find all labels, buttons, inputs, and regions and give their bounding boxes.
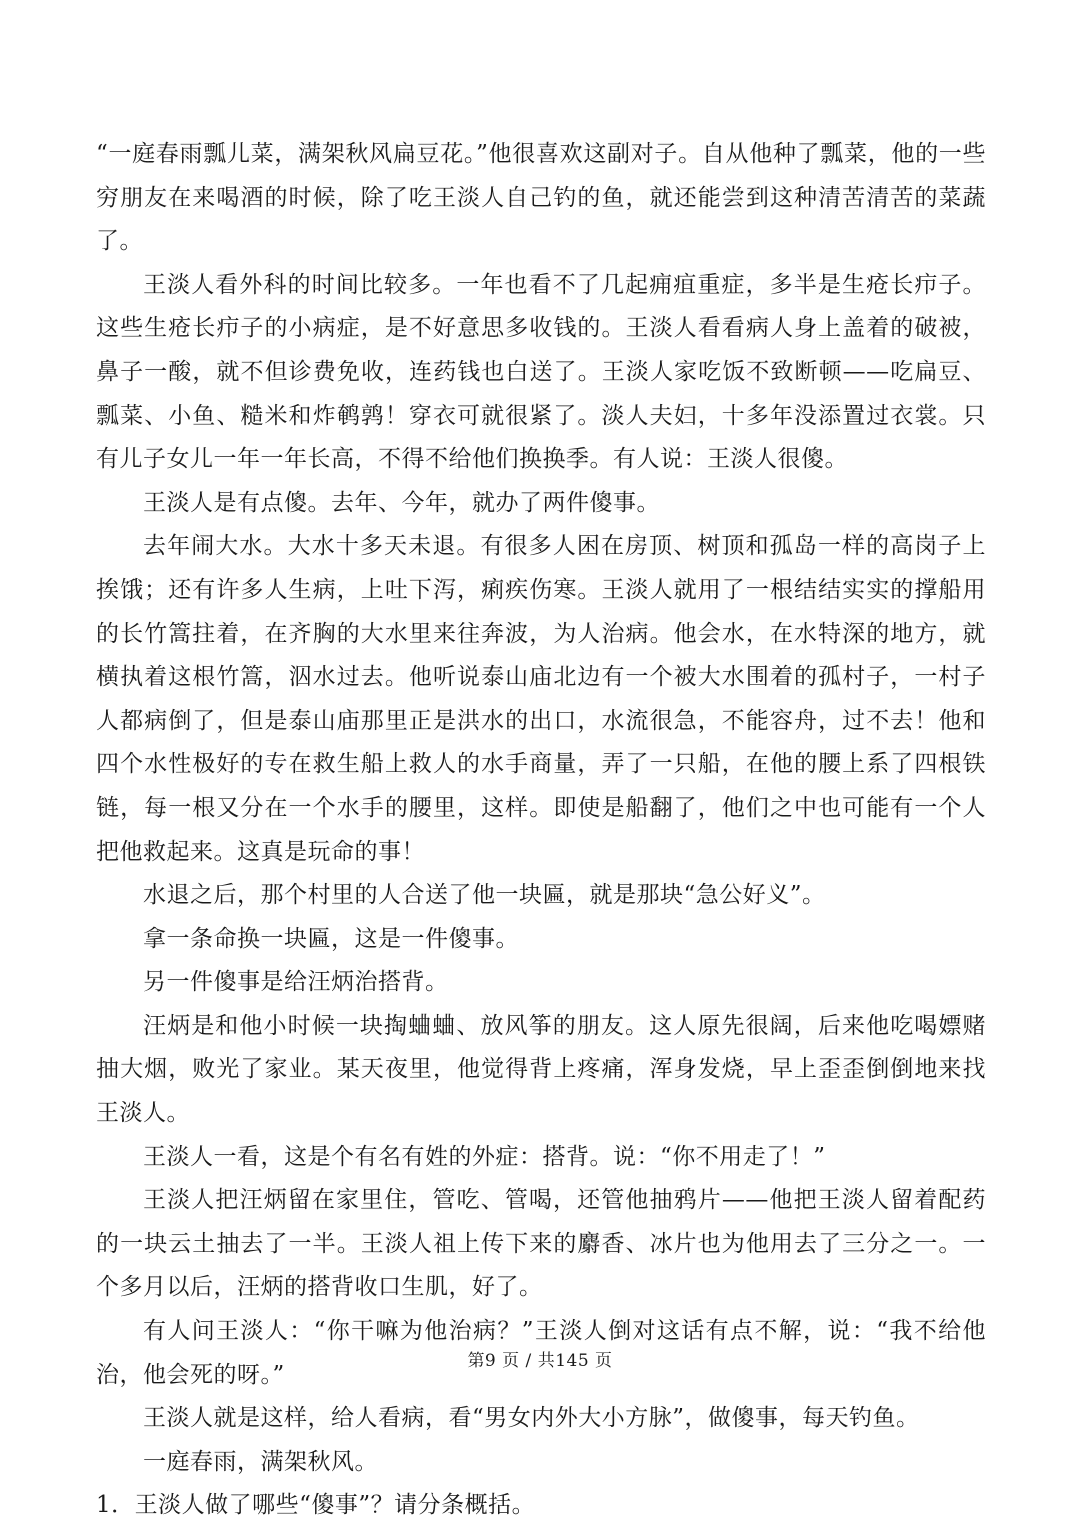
paragraph-wang-bing: 汪炳是和他小时候一块掏蛐蛐、放风筝的朋友。这人原先很阔，后来他吃喝嫖赌抽大烟，败光了家业。某天夜里，他觉得背上疼痛，浑身发烧，早上歪歪倒倒地来找王淡人。 <box>96 1012 986 1127</box>
paragraph-question-why: 有人问王淡人：“你干嘛为他治病？”王淡人倒对这话有点不解，说：“我不给他治，他会死的呀。” <box>96 1318 986 1388</box>
paragraph-flood: 去年闹大水。大水十多天未退。有很多人困在房顶、树顶和孤岛一样的高岗子上挨饿；还有许多人生病，上吐下泻，痢疾伤寒。王淡人就用了一根结结实实的撑船用的长竹篙拄着，在齐胸的大水里来往奔波，为人治病。他会水，在水特深的地方，就横执着这根竹篙，泅水过去。他听说泰山庙北边有一个被大水围着的孤村子，一村子人都病倒了，但是泰山庙那里正是洪水的出口，水流很急，不能容舟，过不去！他和四个水性极好的专在救生船上救人的水手商量，弄了一只船，在他的腰上系了四根铁链，每一根又分在一个水手的腰里，这样。即使是船翻了，他们之中也可能有一个人把他救起来。这真是玩命的事！ <box>96 533 986 865</box>
paragraph-second-silly: 另一件傻事是给汪炳治搭背。 <box>143 969 449 996</box>
paragraph-surgery: 王淡人看外科的时间比较多。一年也看不了几起痈疽重症，多半是生疮长疖子。这些生疮长疖子的小病症，是不好意思多收钱的。王淡人看看病人身上盖着的破被，鼻子一酸，就不但诊费免收，连药钱也白送了。王淡人家吃饭不致断顿——吃扁豆、瓢菜、小鱼、糙米和炸鹌鹑！穿衣可就很紧了。淡人夫妇，十多年没添置过衣裳。只有儿子女儿一年一年长高，不得不给他们换换季。有人说：王淡人很傻。 <box>96 271 986 473</box>
paragraph-silly-intro: 王淡人是有点傻。去年、今年，就办了两件傻事。 <box>143 489 660 516</box>
exam-question: 1．王淡人做了哪些“傻事”？请分条概括。 <box>96 1492 536 1519</box>
page-footer: 第9 页 / 共145 页 <box>467 1351 613 1371</box>
paragraph-first-silly: 拿一条命换一块匾，这是一件傻事。 <box>143 925 519 952</box>
paragraph-treatment: 王淡人把汪炳留在家里住，管吃、管喝，还管他抽鸦片——他把王淡人留着配药的一块云土抽去了一半。王淡人祖上传下来的麝香、冰片也为他用去了三分之一。一个多月以后，汪炳的搭背收口生肌，好了。 <box>96 1187 986 1301</box>
passage-body <box>96 133 986 1528</box>
paragraph-couplet: “一庭春雨瓢儿菜，满架秋风扁豆花。”他很喜欢这副对子。自从他种了瓢菜，他的一些穷朋友在来喝酒的时候，除了吃王淡人自己钓的鱼，就还能尝到这种清苦清苦的菜蔬了。 <box>96 141 986 255</box>
paragraph-plaque: 水退之后，那个村里的人合送了他一块匾，就是那块“急公好义”。 <box>143 882 826 909</box>
paragraph-diagnosis: 王淡人一看，这是个有名有姓的外症：搭背。说：“你不用走了！” <box>143 1143 826 1170</box>
paragraph-closing: 一庭春雨，满架秋风。 <box>143 1448 378 1475</box>
paragraph-summary: 王淡人就是这样，给人看病，看“男女内外大小方脉”，做傻事，每天钓鱼。 <box>143 1405 920 1432</box>
